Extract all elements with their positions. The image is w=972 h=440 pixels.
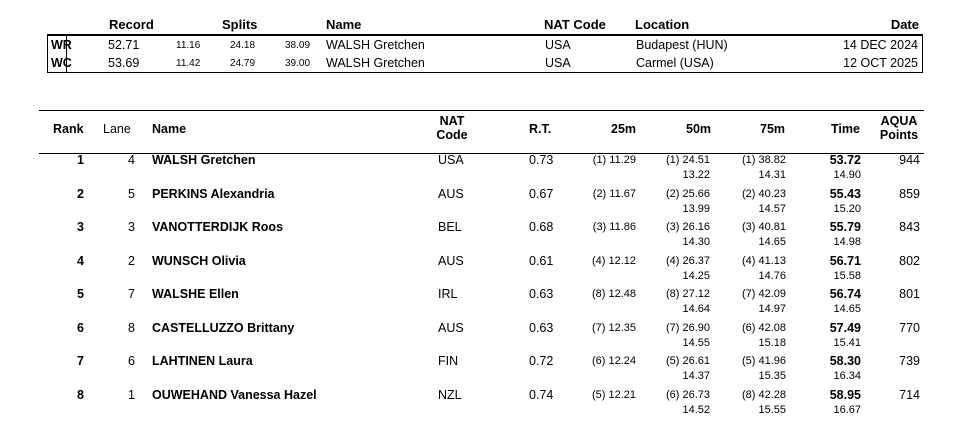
record-split-3: 39.00: [285, 58, 311, 69]
cell-rank: 1: [77, 153, 84, 167]
cell-lane: 4: [128, 153, 135, 167]
cell-name: WALSHE Ellen: [152, 287, 239, 301]
records-header-name: Name: [326, 17, 362, 32]
record-location: Carmel (USA): [636, 56, 714, 70]
cell-50m-split: 14.30: [682, 236, 710, 248]
cell-rt: 0.68: [529, 220, 554, 234]
cell-time: 58.95: [829, 387, 861, 402]
cell-nat: AUS: [438, 253, 464, 268]
record-location: Budapest (HUN): [636, 38, 728, 52]
cell-rt: 0.61: [529, 253, 554, 268]
results-header-75m: 75m: [760, 122, 786, 136]
cell-time: 53.72: [829, 153, 861, 167]
cell-lane: 7: [128, 287, 135, 301]
cell-name: VANOTTERDIJK Roos: [152, 220, 284, 234]
cell-lane: 5: [128, 186, 135, 201]
cell-time-split: 15.58: [833, 269, 861, 282]
results-header-nat: NAT: [439, 114, 465, 128]
cell-rt: 0.63: [529, 320, 554, 335]
cell-time-split: 14.90: [833, 169, 861, 181]
table-row: [39, 319, 924, 352]
cell-75m: (2) 40.23: [741, 187, 786, 200]
record-row-wr: [48, 36, 922, 54]
cell-lane: 8: [128, 320, 135, 335]
records-table: [47, 14, 923, 71]
cell-50m-split: 14.52: [682, 403, 710, 416]
cell-50m: (3) 26.16: [665, 221, 710, 233]
cell-rank: 5: [77, 287, 84, 301]
cell-time-split: 15.20: [833, 202, 861, 215]
results-header-25m: 25m: [611, 122, 637, 136]
table-row: [39, 285, 924, 318]
cell-25m: (2) 11.67: [592, 187, 636, 200]
cell-time: 56.74: [829, 287, 861, 301]
record-name: WALSH Gretchen: [326, 56, 425, 70]
results-header-time: Time: [831, 122, 860, 136]
cell-name: LAHTINEN Laura: [152, 354, 253, 368]
record-split-1: 11.16: [176, 40, 201, 51]
cell-name: WUNSCH Olivia: [152, 253, 246, 268]
results-table: [39, 110, 924, 420]
cell-nat: USA: [438, 153, 464, 167]
cell-lane: 2: [128, 253, 135, 268]
records-header: [47, 14, 923, 35]
results-header-rank: Rank: [53, 122, 84, 136]
cell-name: WALSH Gretchen: [152, 153, 256, 167]
cell-time: 55.79: [829, 220, 861, 234]
results-header-name: Name: [152, 122, 187, 136]
cell-75m: (3) 40.81: [741, 221, 786, 233]
cell-50m: (7) 26.90: [665, 321, 710, 334]
cell-50m: (4) 26.37: [665, 254, 710, 267]
cell-50m: (8) 27.12: [665, 288, 710, 300]
record-nat: USA: [545, 56, 571, 70]
record-time: 53.69: [108, 56, 140, 70]
cell-nat: FIN: [438, 354, 459, 368]
cell-nat: AUS: [438, 320, 464, 335]
cell-name: PERKINS Alexandria: [152, 186, 275, 201]
cell-50m-split: 13.99: [682, 202, 710, 215]
cell-rank: 6: [77, 320, 84, 335]
cell-lane: 3: [128, 220, 135, 234]
cell-points: 843: [899, 220, 920, 234]
table-row: [39, 185, 924, 218]
record-row-wc: [48, 54, 922, 72]
cell-75m-split: 14.31: [758, 169, 786, 181]
cell-rank: 8: [77, 387, 84, 402]
cell-50m: (2) 25.66: [665, 187, 710, 200]
results-header-points: Points: [879, 128, 919, 142]
cell-75m-split: 15.18: [758, 336, 786, 349]
cell-75m: (8) 42.28: [741, 388, 786, 401]
cell-50m-split: 14.25: [682, 269, 710, 282]
cell-time: 55.43: [829, 186, 861, 201]
record-date: 14 DEC 2024: [842, 38, 918, 52]
cell-75m-split: 14.57: [758, 202, 786, 215]
cell-nat: AUS: [438, 186, 464, 201]
record-name: WALSH Gretchen: [326, 38, 425, 52]
cell-points: 859: [899, 186, 920, 201]
cell-time: 57.49: [829, 320, 861, 335]
cell-points: 739: [899, 354, 920, 368]
cell-nat: IRL: [438, 287, 458, 301]
cell-lane: 6: [128, 354, 135, 368]
cell-points: 714: [899, 387, 920, 402]
cell-rt: 0.74: [529, 387, 554, 402]
records-header-date: Date: [890, 17, 919, 32]
cell-rt: 0.72: [529, 354, 554, 368]
cell-rt: 0.73: [529, 153, 554, 167]
cell-75m-split: 15.55: [758, 403, 786, 416]
cell-nat: BEL: [438, 220, 462, 234]
record-split-2: 24.79: [230, 58, 256, 69]
table-row: [39, 218, 924, 251]
cell-75m: (7) 42.09: [741, 288, 786, 300]
record-split-2: 24.18: [230, 40, 256, 51]
table-row: [39, 352, 924, 385]
record-split-3: 38.09: [285, 40, 311, 51]
table-row: [39, 252, 924, 285]
cell-50m: (6) 26.73: [665, 388, 710, 401]
cell-rt: 0.63: [529, 287, 554, 301]
cell-time-split: 15.41: [833, 336, 861, 349]
results-header-aqua: AQUA: [880, 114, 918, 128]
cell-rank: 7: [77, 354, 84, 368]
cell-75m-split: 15.35: [758, 370, 786, 382]
records-header-nat-code: NAT Code: [544, 17, 606, 32]
cell-name: OUWEHAND Vanessa Hazel: [152, 387, 317, 402]
cell-75m-split: 14.65: [758, 236, 786, 248]
cell-rank: 3: [77, 220, 84, 234]
cell-25m: (4) 12.12: [591, 254, 636, 267]
cell-25m: (8) 12.48: [591, 288, 636, 300]
cell-rank: 4: [77, 253, 84, 268]
records-header-splits: Splits: [222, 17, 258, 32]
results-header-rt: R.T.: [529, 122, 552, 136]
cell-time-split: 16.34: [833, 370, 861, 382]
results-top-rule: [39, 110, 924, 111]
cell-time-split: 14.65: [833, 303, 861, 315]
cell-points: 802: [899, 253, 920, 268]
record-code: WR: [51, 38, 72, 52]
cell-50m-split: 14.37: [682, 370, 710, 382]
cell-points: 770: [899, 320, 920, 335]
cell-time-split: 14.98: [833, 236, 861, 248]
record-code: WC: [51, 56, 72, 70]
cell-25m: (6) 12.24: [591, 355, 636, 367]
cell-25m: (5) 12.21: [591, 388, 636, 401]
cell-75m-split: 14.97: [758, 303, 786, 315]
cell-75m: (1) 38.82: [741, 154, 786, 166]
cell-points: 944: [899, 153, 920, 167]
results-header-lane: Lane: [103, 122, 131, 136]
cell-75m: (5) 41.96: [741, 355, 786, 367]
cell-75m-split: 14.76: [758, 269, 786, 282]
cell-50m-split: 13.22: [682, 169, 710, 181]
cell-50m-split: 14.55: [682, 336, 710, 349]
cell-lane: 1: [128, 387, 135, 402]
record-time: 52.71: [108, 38, 140, 52]
table-row: [39, 151, 924, 184]
cell-time-split: 16.67: [833, 403, 861, 416]
cell-25m: (1) 11.29: [592, 154, 636, 166]
cell-50m-split: 14.64: [682, 303, 710, 315]
cell-25m: (3) 11.86: [592, 221, 636, 233]
cell-50m: (5) 26.61: [665, 355, 710, 367]
record-nat: USA: [545, 38, 571, 52]
record-split-1: 11.42: [176, 58, 201, 69]
cell-75m: (4) 41.13: [741, 254, 786, 267]
cell-time: 56.71: [829, 253, 861, 268]
cell-points: 801: [899, 287, 920, 301]
results-header-code: Code: [436, 128, 468, 142]
cell-nat: NZL: [438, 387, 462, 402]
cell-50m: (1) 24.51: [665, 154, 710, 166]
cell-rt: 0.67: [529, 186, 554, 201]
cell-time: 58.30: [829, 354, 861, 368]
results-header-50m: 50m: [686, 122, 712, 136]
records-body: [47, 35, 923, 73]
records-header-record: Record: [109, 17, 154, 32]
cell-rank: 2: [77, 186, 84, 201]
record-date: 12 OCT 2025: [843, 56, 918, 70]
cell-75m: (6) 42.08: [741, 321, 786, 334]
table-row: [39, 386, 924, 419]
records-header-location: Location: [635, 17, 690, 32]
cell-25m: (7) 12.35: [591, 321, 636, 334]
cell-name: CASTELLUZZO Brittany: [152, 320, 295, 335]
